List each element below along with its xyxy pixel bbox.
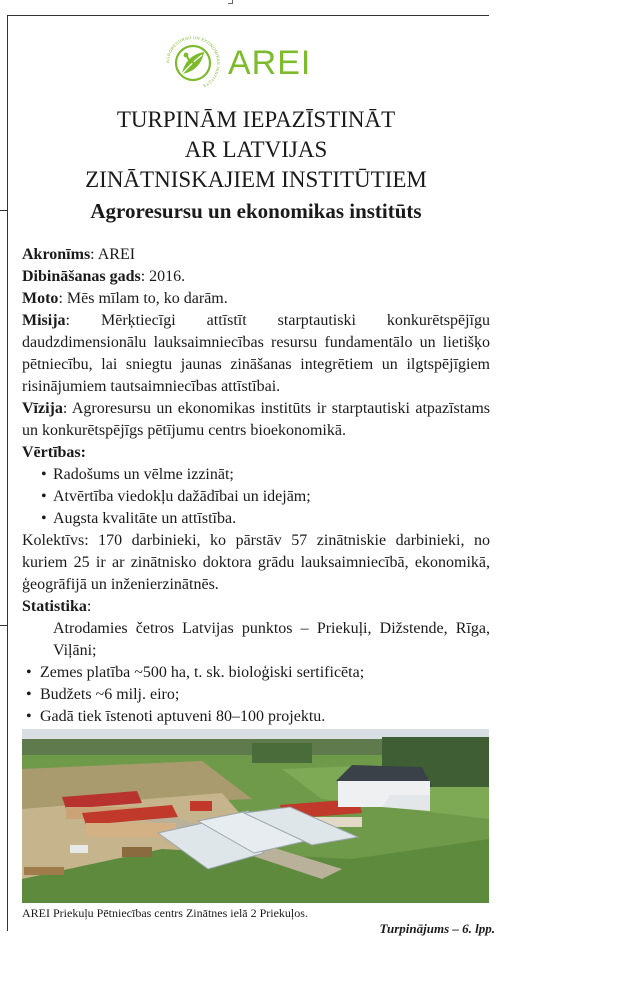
motto-line: Moto: Mēs mīlam to, ko darām. bbox=[22, 290, 228, 307]
page-title bbox=[22, 105, 490, 195]
top-rule bbox=[7, 15, 489, 16]
article-body bbox=[22, 244, 490, 728]
arei-emblem-icon bbox=[164, 34, 222, 92]
title-line: ZINĀTNISKAJIEM INSTITŪTIEM bbox=[85, 167, 427, 192]
logo-ring-text: AGRORESURSU UN EKONOMIKAS INSTITŪTS bbox=[164, 34, 222, 89]
list-item: • Gadā tiek īstenoti aptuveni 80–100 projektu. bbox=[22, 706, 490, 728]
acronym-line: Akronīms: AREI bbox=[22, 246, 136, 263]
arei-logo bbox=[164, 34, 314, 92]
aerial-photo-priekuli bbox=[22, 729, 489, 903]
values-heading: Vērtības: bbox=[22, 444, 86, 461]
staff-paragraph: Kolektīvs: 170 darbinieki, ko pārstāv 57 zinātniskie darbinieki, no kuriem 25 ir ar zinātnisko doktora grādu lauksaimniecībā, ekonomikā, ģeogrāfijā un inženierzinātnēs. bbox=[22, 532, 490, 593]
list-item: • Atvērtība viedokļu dažādībai un idejām; bbox=[22, 486, 490, 508]
page-edge-mark bbox=[228, 0, 233, 4]
list-item: • Radošums un vēlme izzināt; bbox=[22, 464, 490, 486]
column-tick bbox=[0, 210, 8, 211]
stats-heading: Statistika: bbox=[22, 598, 92, 615]
values-list bbox=[22, 464, 490, 530]
left-rule bbox=[7, 15, 8, 931]
stats-intro: Atrodamies četros Latvijas punktos – Priekuļi, Dižstende, Rīga, Viļāni; bbox=[53, 620, 490, 659]
logo-wordmark: AREI bbox=[228, 44, 312, 82]
institute-name: Agroresursu un ekonomikas institūts bbox=[90, 199, 422, 223]
list-item: • Augsta kvalitāte un attīstība. bbox=[22, 508, 490, 530]
photo-caption: AREI Priekuļu Pētniecības centrs Zinātnes ielā 2 Priekuļos. bbox=[22, 906, 308, 920]
mission-paragraph: Misija: Mērķtiecīgi attīstīt starptautiski konkurētspējīgu daudzdimensionālu lauksaimniecības resursu fundamentālo un lietišķo pētniecību, lai sniegtu jaunas zināšanas integrētiem un ilgtspējīgiem risinājumiem tautsaimniecības attīstībai. bbox=[22, 312, 490, 395]
continued-note: Turpinājums – 6. lpp. bbox=[379, 921, 495, 936]
list-item: • Zemes platība ~500 ha, t. sk. bioloģiski sertificēta; bbox=[22, 662, 490, 684]
title-line: AR LATVIJAS bbox=[184, 137, 328, 162]
column-tick bbox=[0, 625, 8, 626]
title-line: TURPINĀM IEPAZĪSTINĀT bbox=[116, 107, 396, 132]
list-item: • Budžets ~6 milj. eiro; bbox=[22, 684, 490, 706]
stats-list bbox=[22, 662, 490, 728]
founded-line: Dibināšanas gads: 2016. bbox=[22, 268, 186, 285]
vision-paragraph: Vīzija: Agroresursu un ekonomikas institūts ir starptautiski atpazīstams un konkurētspējīgs pētījumu centrs bioekonomikā. bbox=[22, 400, 490, 439]
